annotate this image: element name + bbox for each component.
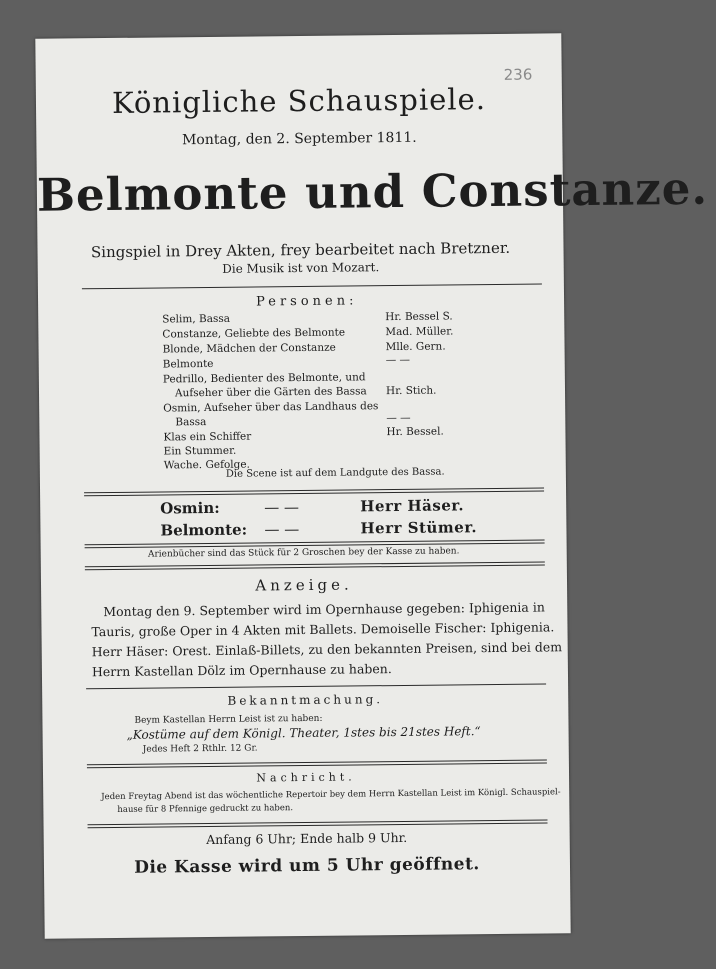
role-name: Wache. Gefolge.	[163, 458, 250, 472]
role-name: Constanze, Geliebte des Belmonte	[162, 326, 346, 341]
actor-name: Hr. Stich.	[385, 384, 437, 398]
actor-name: Hr. Bessel.	[386, 425, 444, 439]
divider	[84, 487, 544, 493]
role-name: Ein Stummer.	[163, 444, 237, 458]
nachricht-heading: Nachricht.	[256, 770, 356, 785]
personen-heading: Personen:	[255, 293, 358, 310]
bekanntmachung-title: „Kostüme auf dem Königl. Theater, 1stes bis 21stes Heft.“	[126, 724, 481, 742]
role-name: Selim, Bassa	[162, 312, 231, 326]
role-name: Pedrillo, Bedienter des Belmonte, und	[162, 371, 366, 386]
role-name: Blonde, Mädchen der Constanze	[162, 341, 336, 356]
actor-name: Mad. Müller.	[385, 325, 454, 339]
anzeige-heading: Anzeige.	[255, 575, 353, 595]
divider	[82, 283, 542, 289]
role-name: Osmin, Aufseher über das Landhaus des	[163, 400, 379, 415]
divider	[87, 759, 547, 765]
theater-title: Königliche Schauspiele.	[111, 82, 487, 120]
role-name: Klas ein Schiffer	[163, 430, 252, 444]
role-name: Aufseher über die Gärten des Bassa	[174, 385, 367, 400]
divider	[85, 539, 545, 545]
divider	[86, 683, 546, 689]
role-name: Belmonte	[162, 357, 214, 371]
guest-role: Osmin:	[160, 498, 220, 518]
anzeige-line: Herrn Kastellan Dölz im Opernhause zu haben.	[91, 661, 392, 680]
divider	[85, 561, 545, 567]
box-office-opening: Die Kasse wird um 5 Uhr geöffnet.	[134, 854, 480, 878]
role-name: Bassa	[175, 416, 207, 429]
nachricht-line: hause für 8 Pfennige gedruckt zu haben.	[117, 803, 294, 815]
bekanntmachung-line: Beym Kastellan Herrn Leist ist zu haben:	[134, 713, 323, 726]
guest-dashes: — —	[264, 520, 300, 539]
guest-actor: Herr Stümer.	[360, 518, 478, 538]
anzeige-line: Herr Häser: Orest. Einlaß-Billets, zu den bekannten Preisen, sind bei dem	[91, 639, 563, 660]
performance-date: Montag, den 2. September 1811.	[181, 129, 417, 149]
guest-role: Belmonte:	[160, 520, 248, 540]
anzeige-line: Tauris, große Oper in 4 Akten mit Ballets. Demoiselle Fischer: Iphigenia.	[91, 619, 555, 640]
guest-dashes: — —	[264, 498, 300, 517]
actor-name: — —	[386, 411, 411, 425]
actor-name: Mlle. Gern.	[385, 340, 446, 354]
play-title: Belmonte und Constanze.	[36, 161, 709, 222]
play-subtitle: Singspiel in Drey Akten, frey bearbeitet nach Bretzner.	[90, 238, 511, 262]
actor-name: Hr. Bessel S.	[385, 310, 453, 324]
bekanntmachung-heading: Bekanntmachung.	[227, 692, 384, 708]
anzeige-line: Montag den 9. September wird im Opernhause gegeben: Iphigenia in	[103, 599, 545, 620]
divider	[88, 819, 548, 825]
start-end-time: Anfang 6 Uhr; Ende halb 9 Uhr.	[206, 829, 408, 848]
bekanntmachung-price: Jedes Heft 2 Rthlr. 12 Gr.	[142, 743, 258, 755]
composer-line: Die Musik ist von Mozart.	[222, 260, 380, 276]
scene-note: Die Scene ist auf dem Landgute des Bassa.	[225, 466, 445, 480]
nachricht-line: Jeden Freytag Abend ist das wöchentliche Repertoir bey dem Herrn Kastellan Leist im Königl. Schauspiel-	[101, 787, 561, 803]
actor-name: — —	[385, 353, 411, 367]
guest-actor: Herr Häser.	[360, 496, 465, 516]
pencil-mark: 236	[503, 65, 533, 84]
libretto-note: Arienbücher sind das Stück für 2 Groschen bey der Kasse zu haben.	[147, 546, 460, 560]
playbill-sheet	[35, 33, 709, 938]
